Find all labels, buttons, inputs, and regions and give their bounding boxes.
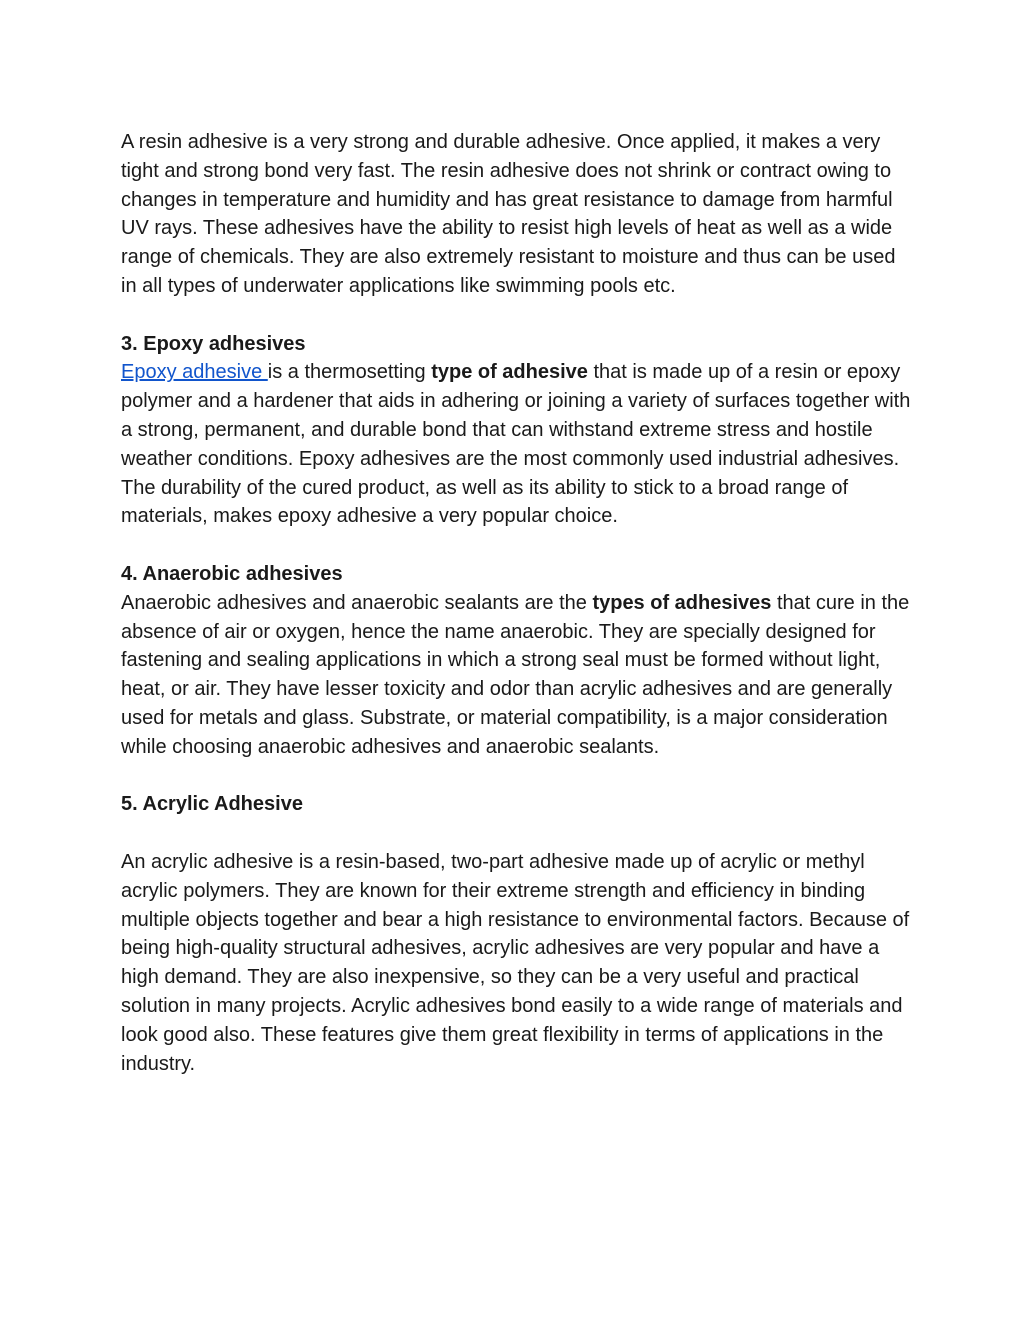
epoxy-text-part-2: that is made up of a resin or epoxy polymer and a hardener that aids in adhering or joining a variety of surfaces together with a strong, permanent, and durable bond that can withstand extreme stress and hostile weather conditions. Epoxy adhesives are the most commonly used industrial adhesives. The durability of the cured product, as well as its ability to stick to a broad range of materials, makes epoxy adhesive a very popular choice.	[121, 361, 911, 528]
epoxy-adhesive-link[interactable]: Epoxy adhesive	[121, 361, 268, 384]
anaerobic-text-part-2: that cure in the absence of air or oxygen, hence the name anaerobic. They are specially designed for fastening and sealing applications in which a strong seal must be formed without light, heat, or air. They have lesser toxicity and odor than acrylic adhesives and are generally used for metals and glass. Substrate, or material compatibility, is a major consideration while choosing anaerobic adhesives and anaerobic sealants.	[121, 591, 910, 758]
paragraph-spacer	[121, 301, 911, 330]
anaerobic-adhesives-paragraph	[121, 589, 911, 762]
paragraph-spacer	[121, 819, 911, 848]
paragraph-spacer	[121, 762, 911, 791]
epoxy-bold-phrase: type of adhesive	[431, 361, 588, 384]
anaerobic-text-part-1: Anaerobic adhesives and anaerobic sealants are the	[121, 591, 593, 614]
acrylic-adhesive-paragraph: An acrylic adhesive is a resin-based, two-part adhesive made up of acrylic or methyl acrylic polymers. They are known for their extreme strength and efficiency in binding multiple objects together and bear a high resistance to environmental factors. Because of being high-quality structural adhesives, acrylic adhesives are very popular and have a high demand. They are also inexpensive, so they can be a very useful and practical solution in many projects. Acrylic adhesives bond easily to a wide range of materials and look good also. These features give them great flexibility in terms of applications in the industry.	[121, 850, 910, 1075]
anaerobic-bold-phrase: types of adhesives	[592, 591, 772, 614]
epoxy-adhesives-paragraph	[121, 358, 911, 531]
resin-adhesive-paragraph: A resin adhesive is a very strong and durable adhesive. Once applied, it makes a very tight and strong bond very fast. The resin adhesive does not shrink or contract owing to changes in temperature and humidity and has great resistance to damage from harmful UV rays. These adhesives have the ability to resist high levels of heat as well as a wide range of chemicals. They are also extremely resistant to moisture and thus can be used in all types of underwater applications like swimming pools etc.	[121, 131, 896, 297]
epoxy-adhesives-heading: 3. Epoxy adhesives	[121, 332, 306, 355]
acrylic-adhesive-heading: 5. Acrylic Adhesive	[121, 793, 303, 816]
document-page	[121, 128, 911, 1078]
anaerobic-adhesives-heading: 4. Anaerobic adhesives	[121, 562, 343, 585]
paragraph-spacer	[121, 531, 911, 560]
epoxy-text-part-1: is a thermosetting	[267, 361, 432, 384]
